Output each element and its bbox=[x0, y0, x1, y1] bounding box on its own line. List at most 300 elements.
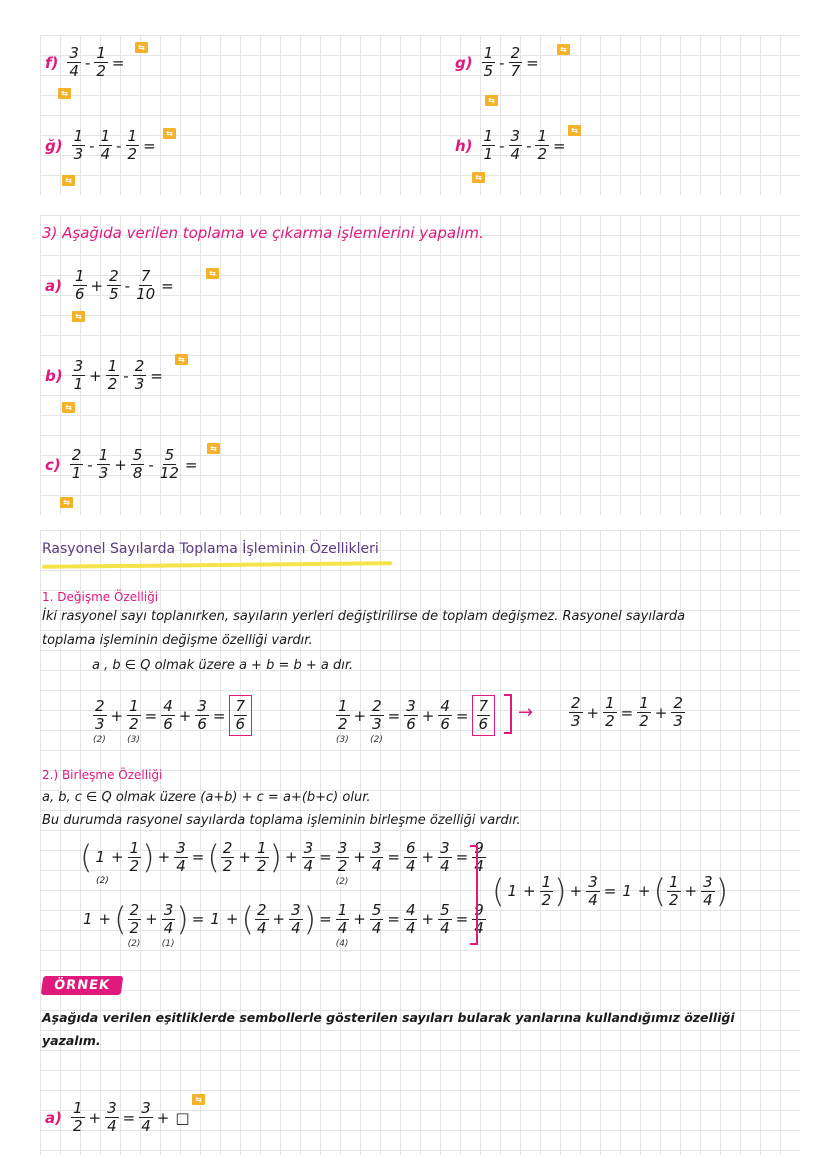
denominator: 4 bbox=[371, 918, 382, 937]
denominator: 1 bbox=[71, 464, 82, 482]
numerator: 3 bbox=[73, 357, 84, 375]
commutative-rule: a , b ∈ Q olmak üzere a + b = b + a dır. bbox=[92, 658, 354, 673]
commutative-example-1 bbox=[92, 695, 252, 745]
denominator: 4 bbox=[337, 918, 348, 937]
numerator: 3 bbox=[510, 127, 521, 145]
numerator: 3 bbox=[406, 697, 416, 715]
denominator: 3 bbox=[73, 145, 84, 163]
numerator: 1 bbox=[668, 872, 679, 891]
numerator: 3 bbox=[303, 838, 314, 857]
associative-summary bbox=[492, 872, 728, 910]
denominator: 3 bbox=[372, 715, 382, 733]
answer-toggle-icon[interactable]: ⇆ bbox=[60, 497, 73, 508]
paren: ) bbox=[142, 838, 155, 876]
answer-toggle-icon[interactable]: ⇆ bbox=[485, 95, 498, 106]
denominator: 2 bbox=[129, 715, 139, 733]
paren: ) bbox=[715, 872, 729, 910]
fraction bbox=[221, 840, 235, 875]
numerator: 1 bbox=[74, 267, 85, 285]
numerator: 2 bbox=[222, 838, 233, 857]
denominator: 4 bbox=[474, 918, 484, 937]
fraction bbox=[134, 268, 157, 303]
denominator: 4 bbox=[405, 856, 416, 875]
denominator: 2 bbox=[129, 856, 140, 875]
denominator: 4 bbox=[405, 918, 416, 937]
denominator: 4 bbox=[703, 890, 713, 909]
result-box bbox=[229, 695, 253, 736]
fraction bbox=[404, 902, 418, 937]
operator: + bbox=[353, 910, 366, 928]
numerator: 5 bbox=[164, 446, 175, 464]
expansion-note: (3) bbox=[127, 735, 140, 745]
fraction bbox=[127, 900, 142, 949]
problem-label: a) bbox=[45, 1108, 62, 1127]
answer-toggle-icon[interactable]: ⇆ bbox=[62, 175, 75, 186]
numerator: 2 bbox=[256, 900, 267, 919]
expansion-note: (4) bbox=[335, 938, 349, 949]
fraction bbox=[667, 874, 681, 909]
fraction bbox=[540, 874, 554, 909]
operator: - bbox=[84, 53, 91, 72]
answer-toggle-icon[interactable]: ⇆ bbox=[175, 354, 188, 365]
operator: + bbox=[114, 455, 127, 474]
numerator: 3 bbox=[176, 838, 186, 857]
denominator: 1 bbox=[73, 375, 84, 393]
answer-toggle-icon[interactable]: ⇆ bbox=[206, 268, 219, 279]
numerator: 1 bbox=[100, 127, 111, 145]
equals: = bbox=[150, 366, 163, 385]
whole-number: 1 bbox=[507, 882, 518, 900]
equals: = bbox=[455, 848, 469, 866]
denominator: 4 bbox=[100, 145, 111, 163]
fraction bbox=[72, 358, 86, 393]
operator: + bbox=[637, 882, 651, 900]
problem-label: g) bbox=[455, 53, 473, 72]
numerator: 9 bbox=[474, 838, 484, 857]
operator: + bbox=[353, 848, 366, 866]
expansion-note: (2) bbox=[370, 735, 383, 745]
fraction bbox=[255, 840, 269, 875]
numerator: 9 bbox=[474, 900, 484, 919]
fraction bbox=[438, 698, 452, 733]
operator: - bbox=[89, 136, 95, 155]
section3-heading: 3) Aşağıda verilen toplama ve çıkarma işlemlerini yapalım. bbox=[42, 224, 484, 242]
fraction bbox=[335, 900, 350, 949]
problem-gb bbox=[45, 128, 159, 163]
numerator: 1 bbox=[127, 127, 138, 145]
fraction bbox=[94, 45, 108, 80]
fraction bbox=[127, 697, 141, 745]
fraction bbox=[126, 128, 140, 163]
answer-toggle-icon[interactable]: ⇆ bbox=[207, 443, 220, 454]
denominator: 10 bbox=[136, 285, 156, 303]
numerator: 3 bbox=[107, 1099, 117, 1117]
associative-line-2 bbox=[80, 900, 487, 949]
paren: ( bbox=[241, 900, 254, 938]
operator: + bbox=[586, 703, 600, 722]
denominator: 6 bbox=[197, 715, 207, 733]
fraction bbox=[161, 698, 175, 733]
denominator: 3 bbox=[134, 375, 145, 393]
expansion-note: (1) bbox=[161, 938, 175, 949]
denominator: 6 bbox=[440, 715, 450, 733]
fraction bbox=[671, 695, 685, 730]
problem-h bbox=[455, 128, 569, 163]
numerator: 3 bbox=[440, 838, 450, 857]
brace bbox=[504, 694, 512, 734]
denominator: 2 bbox=[338, 715, 348, 733]
operator: - bbox=[123, 366, 129, 385]
denominator: 4 bbox=[176, 856, 186, 875]
paren: ( bbox=[80, 838, 93, 876]
paren: ) bbox=[303, 900, 317, 938]
fraction bbox=[128, 840, 142, 875]
denominator: 3 bbox=[571, 712, 581, 730]
denominator: 5 bbox=[483, 62, 494, 80]
numerator: 3 bbox=[703, 872, 713, 891]
numerator: 1 bbox=[98, 446, 109, 464]
equals: = bbox=[184, 455, 198, 474]
numerator: 1 bbox=[129, 838, 140, 857]
fraction bbox=[97, 447, 111, 482]
problem-g bbox=[455, 45, 542, 80]
fraction bbox=[71, 1100, 85, 1135]
fraction bbox=[99, 128, 113, 163]
numerator: 3 bbox=[197, 697, 207, 715]
operator: + bbox=[89, 366, 102, 385]
answer-toggle-icon[interactable]: ⇆ bbox=[192, 1094, 205, 1105]
numerator: 1 bbox=[72, 1099, 83, 1117]
problem-label: c) bbox=[45, 455, 61, 474]
equals: = bbox=[191, 848, 205, 866]
answer-toggle-icon[interactable]: ⇆ bbox=[62, 402, 75, 413]
equals: = bbox=[212, 706, 226, 725]
fraction bbox=[195, 698, 209, 733]
fraction bbox=[105, 1100, 119, 1135]
fraction bbox=[234, 698, 248, 733]
fraction bbox=[482, 128, 496, 163]
paren: ( bbox=[653, 872, 666, 910]
numerator: 2 bbox=[95, 697, 105, 715]
operator: - bbox=[148, 455, 154, 474]
denominator: 2 bbox=[639, 712, 649, 730]
denominator: 3 bbox=[673, 712, 683, 730]
commutative-text-2: toplama işleminin değişme özelliği vardır. bbox=[42, 633, 313, 648]
problem-label: f) bbox=[45, 53, 59, 72]
fraction bbox=[586, 874, 600, 909]
fraction bbox=[302, 840, 316, 875]
denominator: 2 bbox=[537, 145, 548, 163]
denominator: 2 bbox=[337, 856, 348, 875]
answer-toggle-icon[interactable]: ⇆ bbox=[72, 311, 85, 322]
equals: = bbox=[319, 848, 332, 866]
fraction bbox=[161, 900, 176, 949]
denominator: 7 bbox=[510, 62, 521, 80]
denominator: 5 bbox=[109, 285, 119, 303]
operator: - bbox=[526, 136, 532, 155]
operator: + bbox=[523, 882, 536, 900]
numerator: 1 bbox=[73, 127, 84, 145]
fraction bbox=[370, 840, 384, 875]
fraction bbox=[603, 695, 617, 730]
numerator: 6 bbox=[405, 838, 416, 857]
operator: + bbox=[421, 910, 435, 928]
equals: = bbox=[191, 910, 205, 928]
numerator: 5 bbox=[440, 900, 450, 919]
operator: + bbox=[225, 910, 239, 928]
operator: - bbox=[87, 455, 93, 474]
denominator: 2 bbox=[96, 62, 106, 80]
denominator: 3 bbox=[95, 715, 105, 733]
problem-3b bbox=[45, 358, 166, 393]
denominator: 4 bbox=[163, 918, 174, 937]
numerator: 1 bbox=[129, 697, 139, 715]
fraction bbox=[477, 698, 491, 733]
fraction bbox=[438, 840, 452, 875]
fraction bbox=[370, 902, 384, 937]
expansion-note: (2) bbox=[93, 735, 106, 745]
properties-title: Rasyonel Sayılarda Toplama İşleminin Özellikleri bbox=[42, 541, 379, 557]
expansion-note: (2) bbox=[127, 938, 141, 949]
fraction bbox=[535, 128, 549, 163]
denominator: 2 bbox=[107, 375, 118, 393]
unknown-box: □ bbox=[175, 1108, 190, 1127]
denominator: 2 bbox=[605, 712, 615, 730]
denominator: 6 bbox=[74, 285, 85, 303]
whole-number: 1 bbox=[210, 910, 220, 928]
numerator: 3 bbox=[163, 900, 174, 919]
denominator: 4 bbox=[303, 856, 314, 875]
denominator: 2 bbox=[129, 918, 140, 937]
equals: = bbox=[111, 53, 125, 72]
answer-toggle-icon[interactable]: ⇆ bbox=[568, 125, 581, 136]
numerator: 2 bbox=[71, 446, 82, 464]
associative-heading: 2.) Birleşme Özelliği bbox=[42, 768, 163, 782]
numerator: 3 bbox=[291, 900, 301, 919]
arrow-icon: → bbox=[518, 702, 534, 723]
numerator: 5 bbox=[371, 900, 382, 919]
fraction bbox=[67, 45, 81, 80]
operator: + bbox=[110, 706, 124, 725]
numerator: 1 bbox=[639, 694, 649, 712]
numerator: 1 bbox=[256, 838, 267, 857]
denominator: 12 bbox=[159, 464, 179, 482]
operator: + bbox=[157, 848, 171, 866]
fraction bbox=[174, 840, 188, 875]
equals: = bbox=[319, 910, 332, 928]
denominator: 8 bbox=[132, 464, 143, 482]
whole-number: 1 bbox=[622, 882, 632, 900]
fraction bbox=[336, 697, 350, 745]
equals: = bbox=[526, 53, 539, 72]
denominator: 1 bbox=[483, 145, 494, 163]
numerator: 3 bbox=[69, 44, 79, 62]
denominator: 2 bbox=[256, 856, 267, 875]
numerator: 2 bbox=[571, 694, 581, 712]
answer-toggle-icon[interactable]: ⇆ bbox=[135, 42, 148, 53]
problem-f bbox=[45, 45, 127, 80]
numerator: 3 bbox=[141, 1099, 151, 1117]
problem-label: b) bbox=[45, 366, 63, 385]
numerator: 1 bbox=[337, 900, 348, 919]
fraction bbox=[335, 838, 350, 887]
denominator: 3 bbox=[98, 464, 109, 482]
equals: = bbox=[455, 910, 469, 928]
whole-number: 1 bbox=[95, 848, 106, 866]
example-text-1: Aşağıda verilen eşitliklerde sembollerle gösterilen sayıları bularak yanlarına kullandığımız özelliği bbox=[42, 1010, 735, 1025]
fraction bbox=[637, 695, 651, 730]
denominator: 6 bbox=[163, 715, 173, 733]
paren: ) bbox=[176, 900, 189, 938]
numerator: 1 bbox=[541, 872, 552, 891]
numerator: 7 bbox=[478, 697, 489, 715]
expansion-note: (3) bbox=[336, 735, 349, 745]
fraction bbox=[370, 697, 384, 745]
operator: + bbox=[284, 848, 298, 866]
commutative-text-1: İki rasyonel sayı toplanırken, sayıların yerleri değiştirilirse de toplam değişmez. Rasyonel sayılarda bbox=[42, 609, 686, 624]
numerator: 2 bbox=[109, 267, 119, 285]
paren: ) bbox=[554, 872, 567, 910]
problem-label: a) bbox=[45, 276, 62, 295]
equals: = bbox=[620, 703, 634, 722]
example-text-2: yazalım. bbox=[42, 1033, 101, 1048]
numerator: 3 bbox=[371, 838, 382, 857]
operator: + bbox=[272, 910, 286, 928]
equals: = bbox=[122, 1108, 136, 1127]
paren: ( bbox=[114, 900, 127, 938]
numerator: 1 bbox=[338, 697, 348, 715]
equals: = bbox=[143, 136, 156, 155]
denominator: 4 bbox=[440, 918, 450, 937]
fraction bbox=[70, 447, 84, 482]
numerator: 2 bbox=[673, 694, 683, 712]
commutative-summary bbox=[568, 695, 686, 730]
denominator: 2 bbox=[127, 145, 138, 163]
denominator: 4 bbox=[510, 145, 521, 163]
fraction bbox=[255, 902, 269, 937]
operator: - bbox=[124, 276, 131, 295]
denominator: 2 bbox=[222, 856, 233, 875]
numerator: 7 bbox=[235, 697, 246, 715]
expansion-note: (2) bbox=[96, 876, 109, 886]
fraction bbox=[509, 45, 523, 80]
numerator: 1 bbox=[605, 694, 615, 712]
numerator: 1 bbox=[483, 127, 494, 145]
paren: ( bbox=[492, 872, 505, 910]
denominator: 4 bbox=[588, 890, 598, 909]
commutative-heading: 1. Değişme Özelliği bbox=[42, 590, 159, 604]
operator: + bbox=[421, 848, 435, 866]
operator: - bbox=[499, 53, 505, 72]
answer-toggle-icon[interactable]: ⇆ bbox=[472, 172, 485, 183]
numerator: 5 bbox=[132, 446, 143, 464]
whole-number: 1 bbox=[83, 910, 93, 928]
denominator: 4 bbox=[256, 918, 267, 937]
fraction bbox=[158, 447, 181, 482]
brace bbox=[470, 845, 478, 945]
denominator: 2 bbox=[668, 890, 679, 909]
fraction bbox=[701, 874, 715, 909]
numerator: 2 bbox=[134, 357, 145, 375]
denominator: 2 bbox=[72, 1117, 83, 1135]
operator: - bbox=[499, 136, 505, 155]
denominator: 6 bbox=[478, 715, 489, 733]
denominator: 4 bbox=[69, 62, 79, 80]
operator: - bbox=[116, 136, 122, 155]
numerator: 4 bbox=[163, 697, 173, 715]
equals: = bbox=[455, 706, 469, 725]
equals: = bbox=[387, 706, 401, 725]
numerator: 3 bbox=[337, 838, 348, 857]
fraction bbox=[73, 268, 87, 303]
fraction bbox=[139, 1100, 153, 1135]
operator: + bbox=[421, 706, 435, 725]
denominator: 4 bbox=[107, 1117, 117, 1135]
operator: + bbox=[654, 703, 668, 722]
numerator: 2 bbox=[129, 900, 140, 919]
example-problem-a bbox=[45, 1100, 193, 1135]
problem-label: ğ) bbox=[45, 136, 63, 155]
denominator: 4 bbox=[474, 856, 484, 875]
associative-text: Bu durumda rasyonel sayılarda toplama işleminin birleşme özelliği vardır. bbox=[42, 813, 521, 828]
fraction bbox=[404, 840, 418, 875]
numerator: 2 bbox=[372, 697, 382, 715]
operator: + bbox=[90, 276, 104, 295]
numerator: 2 bbox=[510, 44, 521, 62]
fraction bbox=[133, 358, 147, 393]
equals: = bbox=[603, 882, 617, 900]
fraction bbox=[289, 902, 303, 937]
operator: + bbox=[353, 706, 367, 725]
numerator: 1 bbox=[537, 127, 548, 145]
associative-line-1 bbox=[80, 838, 487, 887]
answer-toggle-icon[interactable]: ⇆ bbox=[58, 88, 71, 99]
denominator: 4 bbox=[141, 1117, 151, 1135]
equals: = bbox=[553, 136, 566, 155]
operator: + bbox=[238, 848, 251, 866]
denominator: 4 bbox=[440, 856, 450, 875]
denominator: 6 bbox=[406, 715, 416, 733]
operator: + bbox=[88, 1108, 102, 1127]
denominator: 6 bbox=[235, 715, 246, 733]
fraction bbox=[106, 358, 120, 393]
operator: + bbox=[145, 910, 158, 928]
fraction bbox=[438, 902, 452, 937]
commutative-example-2 bbox=[335, 695, 495, 745]
fraction bbox=[569, 695, 583, 730]
fraction bbox=[93, 697, 107, 745]
equals: = bbox=[144, 706, 158, 725]
result-box bbox=[472, 695, 496, 736]
answer-toggle-icon[interactable]: ⇆ bbox=[557, 44, 570, 55]
paren: ) bbox=[269, 838, 282, 876]
associative-rule: a, b, c ∈ Q olmak üzere (a+b) + c = a+(b+c) olur. bbox=[42, 790, 371, 805]
numerator: 7 bbox=[140, 267, 151, 285]
numerator: 3 bbox=[588, 872, 598, 891]
answer-toggle-icon[interactable]: ⇆ bbox=[163, 128, 176, 139]
operator: + bbox=[684, 882, 698, 900]
numerator: 4 bbox=[405, 900, 416, 919]
operator: + bbox=[111, 848, 124, 866]
operator: + bbox=[156, 1108, 170, 1127]
numerator: 1 bbox=[96, 44, 106, 62]
numerator: 4 bbox=[440, 697, 450, 715]
fraction bbox=[107, 268, 121, 303]
equals: = bbox=[387, 910, 400, 928]
problem-3a bbox=[45, 268, 177, 303]
grid-area-top bbox=[40, 35, 800, 195]
denominator: 4 bbox=[291, 918, 301, 937]
